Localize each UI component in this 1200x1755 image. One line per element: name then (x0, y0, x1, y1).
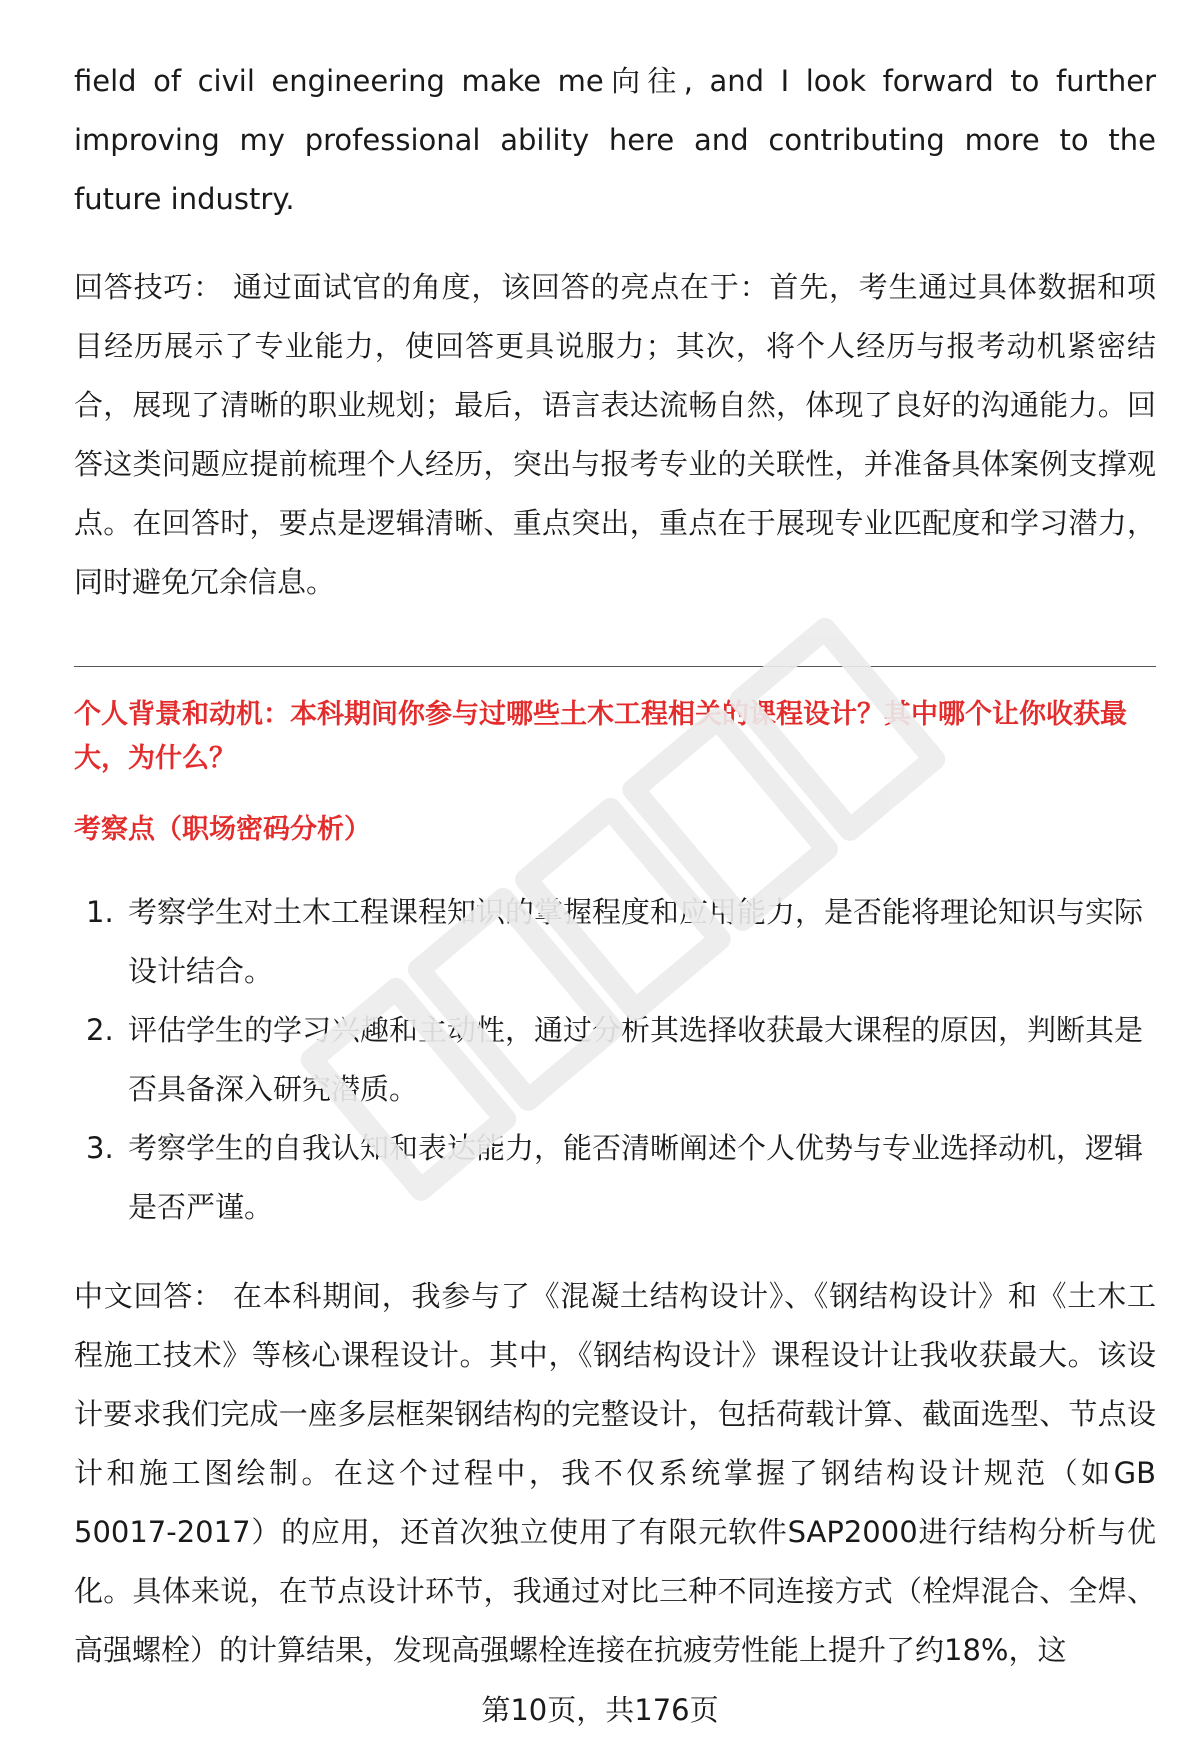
list-number: 1. (86, 895, 114, 929)
top-paragraph: field of civil engineering make me向往, and I look forward to further improving my professional ability here and contributing more to the future industry. (74, 64, 1156, 216)
list-item (74, 1119, 1156, 1237)
answer-paragraph: 中文回答： 在本科期间，我参与了《混凝土结构设计》、《钢结构设计》和《土木工程施工技术》等核心课程设计。其中，《钢结构设计》课程设计让我收获最大。该设计要求我们完成一座多层框架钢结构的完整设计，包括荷载计算、截面选型、节点设计和施工图绘制。在这个过程中，我不仅系统掌握了钢结构设计规范（如GB 50017-2017）的应用，还首次独立使用了有限元软件SAP2000进行结构分析与优化。具体来说，在节点设计环节，我通过对比三种不同连接方式（栓焊混合、全焊、高强螺栓）的计算结果，发现高强螺栓连接在抗疲劳性能上提升了约18%，这 (74, 1279, 1156, 1667)
list-item (74, 1001, 1156, 1119)
list-number: 3. (86, 1131, 114, 1165)
assessment-points-list (74, 883, 1156, 1237)
list-item-text: 考察学生对土木工程课程知识的掌握程度和应用能力，是否能将理论知识与实际设计结合。 (128, 895, 1144, 988)
question-heading: 个人背景和动机：本科期间你参与过哪些土木工程相关的课程设计？其中哪个让你收获最大，为什么？ (74, 699, 1127, 774)
tips-paragraph: 回答技巧： 通过面试官的角度，该回答的亮点在于：首先，考生通过具体数据和项目经历展示了专业能力，使回答更具说服力；其次，将个人经历与报考动机紧密结合，展现了清晰的职业规划；最后，语言表达流畅自然，体现了良好的沟通能力。回答这类问题应提前梳理个人经历，突出与报考专业的关联性，并准备具体案例支撑观点。在回答时，要点是逻辑清晰、重点突出，重点在于展现专业匹配度和学习潜力，同时避免冗余信息。 (74, 270, 1156, 599)
list-item-text: 评估学生的学习兴趣和主动性，通过分析其选择收获最大课程的原因，判断其是否具备深入研究潜质。 (128, 1013, 1144, 1106)
section-divider (74, 666, 1156, 667)
list-item (74, 883, 1156, 1001)
page-footer: 第10页，共176页 (481, 1693, 719, 1727)
list-number: 2. (86, 1013, 114, 1047)
list-item-text: 考察学生的自我认知和表达能力，能否清晰阐述个人优势与专业选择动机，逻辑是否严谨。 (128, 1131, 1144, 1224)
section-title: 考察点（职场密码分析） (74, 814, 371, 845)
